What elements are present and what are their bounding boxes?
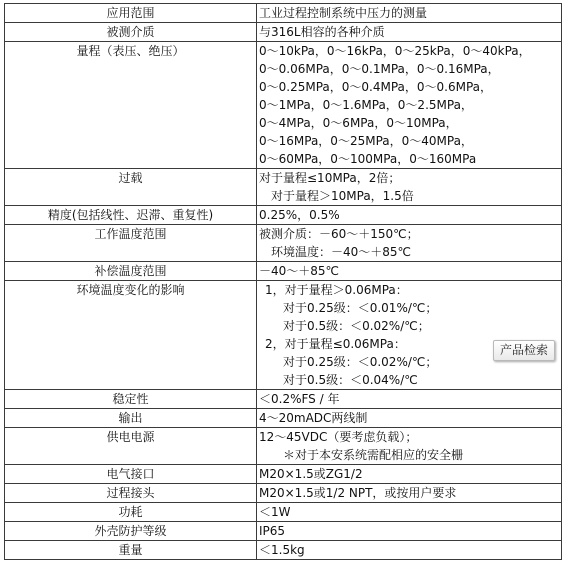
table-row	[5, 42, 562, 169]
value-line: 0～10kPa，0～16kPa，0～25kPa，0～40kPa，	[259, 44, 531, 58]
label-text: 量程（表压、绝压）	[76, 44, 185, 58]
table-row	[5, 262, 562, 281]
label-text: 应用范围	[106, 6, 155, 20]
table-row	[5, 484, 562, 503]
value-line: 环境温度：－40～＋85℃	[271, 245, 412, 259]
table-row	[5, 4, 562, 23]
row-label	[5, 23, 257, 42]
label-text: 供电电源	[106, 430, 155, 444]
product-search-button[interactable]: 产品检索	[493, 340, 555, 361]
label-text: 稳定性	[112, 392, 149, 406]
row-value	[257, 390, 562, 409]
row-label	[5, 206, 257, 225]
value-line: M20×1.5或1/2 NPT，或按用户要求	[259, 486, 457, 500]
row-value	[257, 465, 562, 484]
row-value	[257, 23, 562, 42]
label-text: 电气接口	[106, 467, 155, 481]
value-line: －40～＋85℃	[259, 264, 340, 278]
row-label	[5, 225, 257, 262]
value-line: M20×1.5或ZG1/2	[259, 467, 363, 481]
value-line: 工业过程控制系统中压力的测量	[259, 6, 428, 20]
row-value	[257, 409, 562, 428]
value-line: IP65	[259, 524, 286, 538]
table-row	[5, 522, 562, 541]
row-label	[5, 428, 257, 465]
table-row	[5, 281, 562, 390]
label-text: 重量	[118, 543, 143, 557]
row-label	[5, 484, 257, 503]
row-label	[5, 522, 257, 541]
value-line: 对于0.5级：＜0.04%/℃	[283, 373, 418, 387]
spec-table	[4, 3, 562, 560]
row-label	[5, 169, 257, 206]
row-value	[257, 169, 562, 206]
value-line: 对于0.5级：＜0.02%/℃；	[283, 319, 430, 333]
label-text: 过载	[118, 171, 143, 185]
row-value	[257, 428, 562, 465]
row-value	[257, 42, 562, 169]
value-line: 0～0.25MPa，0～0.4MPa，0～0.6MPa，	[259, 80, 493, 94]
value-line: ＜1.5kg	[259, 543, 305, 557]
table-row	[5, 541, 562, 560]
value-line: 4～20mADC两线制	[259, 411, 368, 425]
row-value	[257, 225, 562, 262]
value-line: 1，对于量程＞0.06MPa：	[265, 283, 408, 297]
table-row	[5, 428, 562, 465]
value-line: 0～4MPa，0～6MPa，0～10MPa，	[259, 116, 458, 130]
value-line: ＊对于本安系统需配相应的安全栅	[283, 448, 464, 462]
row-label	[5, 390, 257, 409]
row-value	[257, 503, 562, 522]
table-row	[5, 465, 562, 484]
table-row	[5, 390, 562, 409]
row-value	[257, 262, 562, 281]
value-line: 0～0.06MPa，0～0.1MPa，0～0.16MPa，	[259, 62, 500, 76]
label-text: 补偿温度范围	[94, 264, 167, 278]
value-line: 对于量程≤10MPa，2倍；	[259, 171, 401, 185]
value-line: 与316L相容的各种介质	[259, 25, 385, 39]
value-line: 12～45VDC（要考虑负载）；	[259, 430, 418, 444]
value-line: 2，对于量程≤0.06MPa：	[265, 337, 406, 351]
value-line: 0～60MPa，0～100MPa，0～160MPa	[259, 152, 477, 166]
value-line: ＜1W	[259, 505, 291, 519]
row-value	[257, 541, 562, 560]
label-text: 外壳防护等级	[94, 524, 167, 538]
table-row	[5, 169, 562, 206]
row-value	[257, 4, 562, 23]
table-row	[5, 503, 562, 522]
row-value	[257, 522, 562, 541]
table-row	[5, 23, 562, 42]
label-text: 输出	[118, 411, 143, 425]
row-label	[5, 42, 257, 169]
label-text: 功耗	[118, 505, 143, 519]
label-text: 被测介质	[106, 25, 155, 39]
row-label	[5, 4, 257, 23]
table-row	[5, 206, 562, 225]
row-label	[5, 409, 257, 428]
row-value	[257, 281, 562, 390]
row-value	[257, 484, 562, 503]
row-label	[5, 541, 257, 560]
value-line: 对于0.25级：＜0.01%/℃；	[283, 301, 438, 315]
row-label	[5, 465, 257, 484]
value-line: 对于量程＞10MPa，1.5倍	[271, 189, 414, 203]
value-line: 被测介质：－60～＋150℃；	[259, 227, 419, 241]
value-line: 0.25%，0.5%	[259, 208, 340, 222]
row-label	[5, 503, 257, 522]
value-line: 0～16MPa，0～25MPa，0～40MPa，	[259, 134, 473, 148]
row-value	[257, 206, 562, 225]
value-line: 对于0.25级：＜0.02%/℃；	[283, 355, 438, 369]
row-label	[5, 262, 257, 281]
value-line: 0～1MPa，0～1.6MPa，0～2.5MPa，	[259, 98, 473, 112]
label-text: 工作温度范围	[94, 227, 167, 241]
label-text: 过程接头	[106, 486, 155, 500]
table-row	[5, 225, 562, 262]
value-line: ＜0.2%FS / 年	[259, 392, 340, 406]
row-label	[5, 281, 257, 390]
table-row	[5, 409, 562, 428]
label-text: 环境温度变化的影响	[76, 283, 185, 297]
label-text: 精度(包括线性、迟滞、重复性)	[47, 208, 214, 222]
